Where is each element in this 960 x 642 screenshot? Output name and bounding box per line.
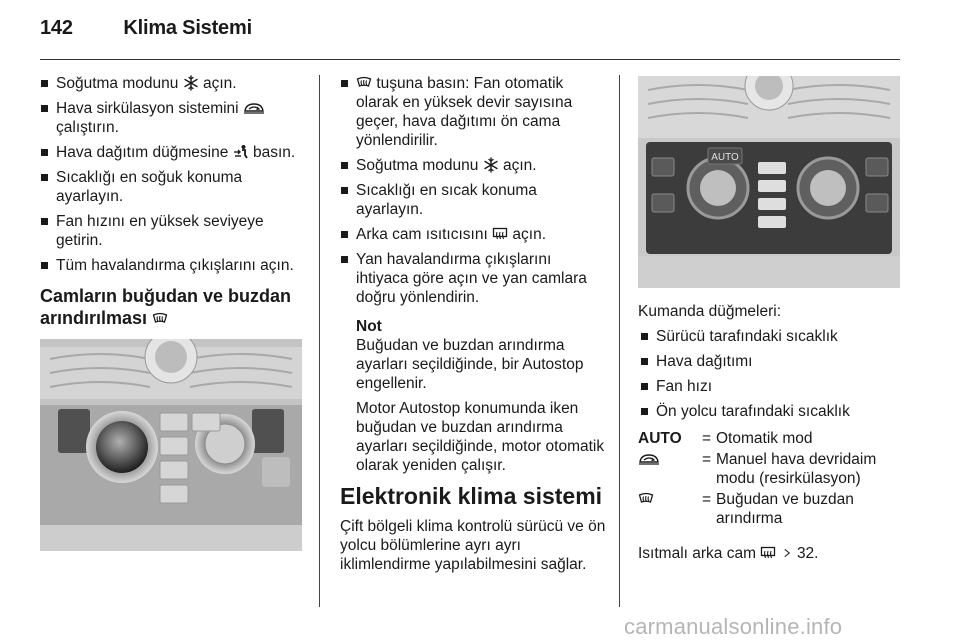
note-paragraph: Motor Autostop konumunda iken buğudan ve buzdan arındırma ayarları seçildiğinde, motor otomatik olarak yeniden çalışır. bbox=[356, 400, 605, 474]
note-paragraph: Buğudan ve buzdan arındırma ayarları seçildiğinde, bir Autostop engellenir. bbox=[356, 337, 584, 392]
list-item: Sıcaklığı en sıcak konuma ayarlayın. bbox=[340, 181, 606, 219]
left-column bbox=[40, 74, 308, 551]
legend-value: Buğudan ve buzdan arındırma bbox=[716, 491, 854, 527]
snowflake-icon bbox=[483, 157, 499, 173]
section-subheading: Camların buğudan ve buzdan arındırılması bbox=[40, 286, 292, 328]
legend-value: Manuel hava devridaim modu (resirkülasyon) bbox=[716, 451, 877, 487]
list-item: Hava sirkülasyon sistemini çalıştırın. bbox=[40, 99, 308, 137]
legend-row: = Manuel hava devridaim modu (resirkülasyon) bbox=[638, 450, 900, 490]
legend-key: AUTO bbox=[638, 430, 682, 447]
column-divider bbox=[619, 75, 620, 607]
legend-row: AUTO = Otomatik mod bbox=[638, 429, 900, 450]
note-body bbox=[340, 336, 606, 475]
climate-panel-photo bbox=[40, 339, 302, 551]
section-heading: Elektronik klima sistemi bbox=[340, 483, 603, 509]
list-item: Sürücü tarafındaki sıcaklık bbox=[640, 327, 900, 346]
right-column bbox=[638, 76, 900, 569]
body-paragraph: Çift bölgeli klima kontrolü sürücü ve ön yolcu bölümlerine ayrı ayrı iklimlendirme yapılabilmesini sağlar. bbox=[340, 518, 606, 573]
list-item: Fan hızı bbox=[640, 377, 900, 396]
defrost-icon bbox=[638, 491, 654, 507]
rear-window-heater-icon bbox=[492, 226, 508, 242]
column-divider bbox=[319, 75, 320, 607]
recirculation-icon bbox=[243, 100, 265, 116]
watermark: carmanualsonline.info bbox=[624, 614, 843, 639]
note-heading: Not bbox=[356, 318, 382, 335]
snowflake-icon bbox=[183, 75, 199, 91]
list-item: Soğutma modunu açın. bbox=[40, 74, 308, 93]
header-rule bbox=[40, 59, 900, 60]
electronic-climate-panel-photo bbox=[638, 76, 900, 288]
list-item: Yan havalandırma çıkışlarını ihtiyaca göre açın ve yan camlara doğru yönlendirin. bbox=[340, 250, 606, 307]
list-item: Ön yolcu tarafındaki sıcaklık bbox=[640, 402, 900, 421]
auto-button-label: AUTO bbox=[711, 152, 739, 163]
list-item: Arka cam ısıtıcısını açın. bbox=[340, 225, 606, 244]
list-item: Hava dağıtımı bbox=[640, 352, 900, 371]
page-reference-icon bbox=[781, 545, 793, 561]
page-number: 142 bbox=[40, 17, 73, 39]
defrost-icon bbox=[152, 311, 168, 327]
defrost-icon bbox=[356, 75, 372, 91]
legend-value: Otomatik mod bbox=[716, 430, 813, 447]
list-item: Tüm havalandırma çıkışlarını açın. bbox=[40, 256, 308, 275]
list-item: Hava dağıtım düğmesine basın. bbox=[40, 143, 308, 162]
list-item: tuşuna basın: Fan otomatik olarak en yüksek devir sayısına geçer, hava dağıtımı ön cama yönlendirilir. bbox=[340, 74, 606, 150]
air-distribution-icon bbox=[233, 144, 249, 160]
page-title: Klima Sistemi bbox=[123, 17, 252, 39]
list-item: Fan hızını en yüksek seviyeye getirin. bbox=[40, 212, 308, 250]
rear-window-heater-icon bbox=[760, 545, 776, 561]
recirculation-icon bbox=[638, 451, 660, 467]
rear-heater-reference: Isıtmalı arka cam 32. bbox=[638, 545, 819, 562]
legend-table bbox=[638, 429, 900, 530]
middle-column bbox=[340, 74, 606, 580]
list-item: Sıcaklığı en soğuk konuma ayarlayın. bbox=[40, 168, 308, 206]
controls-intro: Kumanda düğmeleri: bbox=[638, 303, 782, 320]
page-header bbox=[40, 17, 252, 40]
legend-row: = Buğudan ve buzdan arındırma bbox=[638, 490, 900, 530]
list-item: Soğutma modunu açın. bbox=[340, 156, 606, 175]
